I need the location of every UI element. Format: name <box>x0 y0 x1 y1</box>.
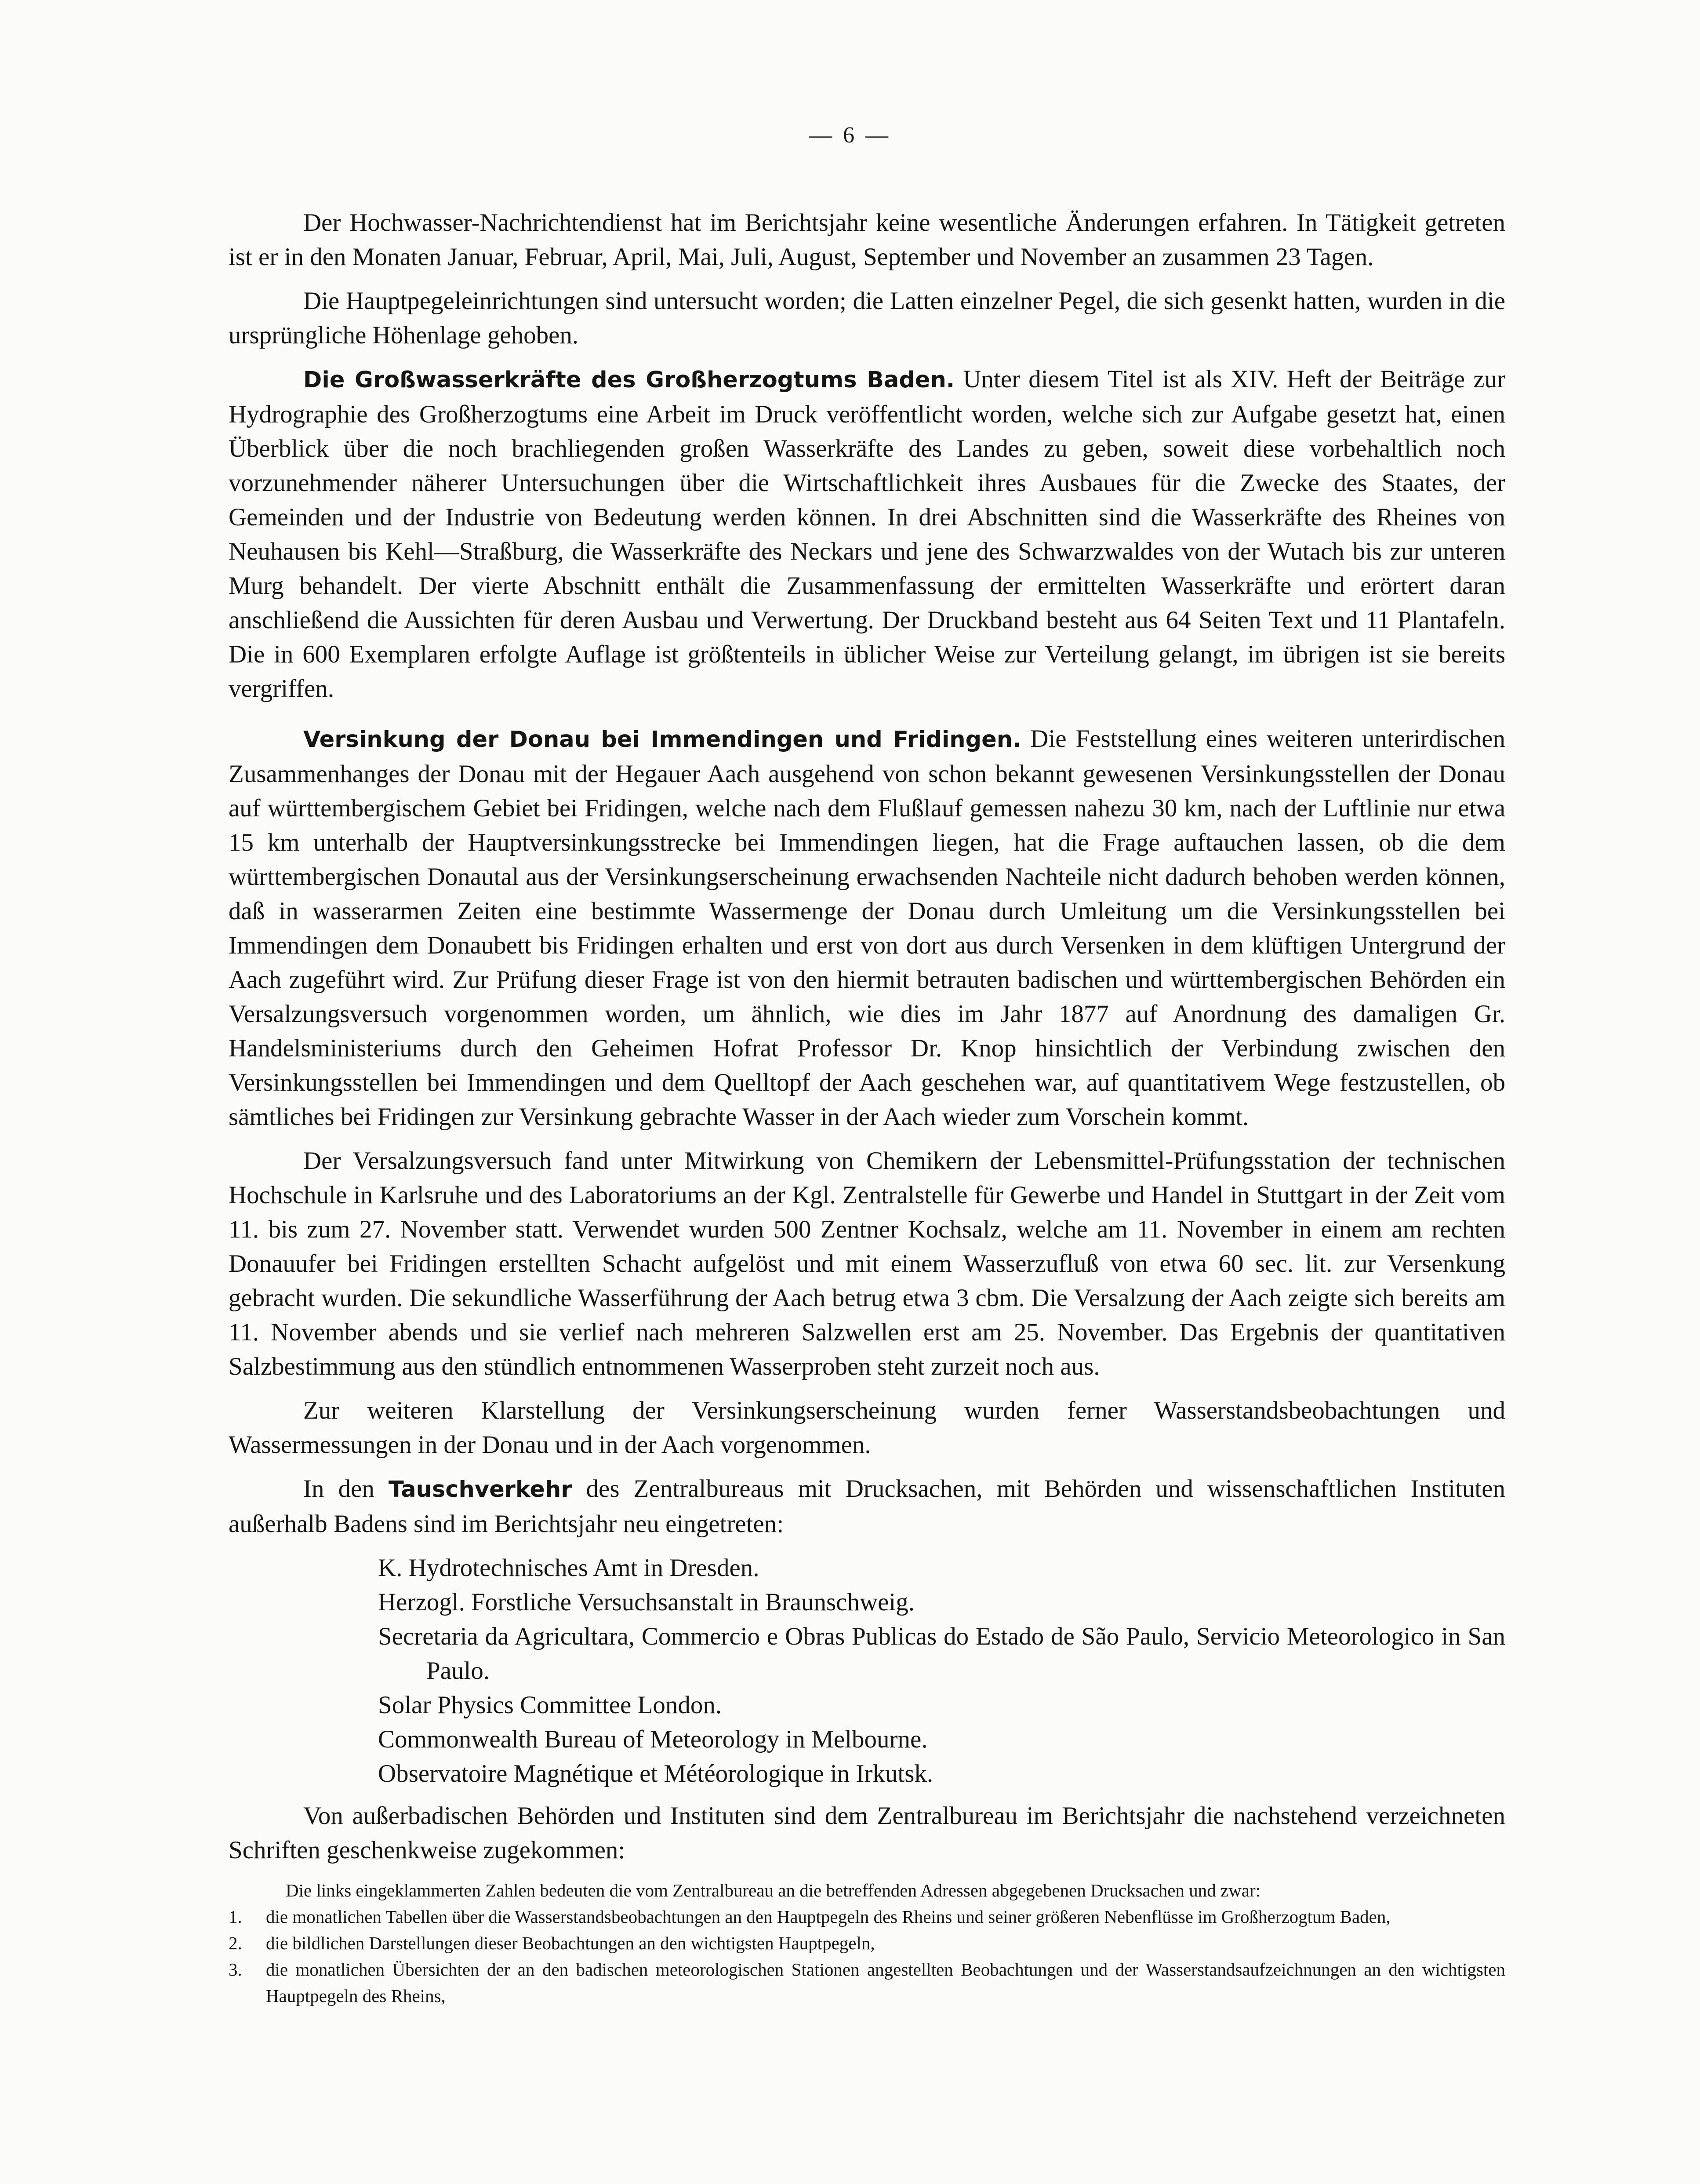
paragraph-donations: Von außerbadischen Behörden und Instituten sind dem Zentralbureau im Berichtsjahr die nachstehend verzeichneten Schriften geschenkweise zugekommen: <box>229 1802 1505 1864</box>
exchange-prefix: In den <box>303 1475 389 1503</box>
paragraph-measurements: Zur weiteren Klarstellung der Versinkungserscheinung wurden ferner Wasserstandsbeobachtungen und Wassermessungen in der Donau und in der Aach vorgenommen. <box>229 1397 1505 1459</box>
section-text-danube: Die Feststellung eines weiteren unterirdischen Zusammenhanges der Donau mit der Hegauer Aach ausgehend von schon bekannt gewesenen Versinkungsstellen der Donau auf württembergischem Gebiet bei Fridingen, welche nach dem Flußlauf gemessen nahezu 30 km, nach der Luftlinie nur etwa 15 km unterhalb der Hauptversinkungsstrecke bei Immendingen liegen, hat die Frage auftauchen lassen, ob die dem württembergischen Donautal aus der Versinkungserscheinung erwachsenden Nachteile nicht dadurch behoben werden können, daß in wasserarmen Zeiten eine bestimmte Wassermenge der Donau durch Umleitung um die Versinkungsstellen bei Immendingen dem Donaubett bis Fridingen erhalten und erst von dort aus durch Versenken in dem klüftigen Untergrund der Aach zugeführt wird. Zur Prüfung dieser Frage ist von den hiermit betrauten badischen und württembergischen Behörden ein Versalzungsversuch vorgenommen worden, um ähnlich, wie dies im Jahr 1877 auf Anordnung des damaligen Gr. Handelsministeriums durch den Geheimen Hofrat Professor Dr. Knop hinsichtlich der Verbindung zwischen den Versinkungsstellen bei Immendingen und dem Quelltopf der Aach geschehen war, auf quantitativem Wege festzustellen, ob sämtliches bei Fridingen zur Versinkung gebrachte Wasser in der Aach wieder zum Vorschein kommt. <box>229 725 1505 1131</box>
exchange-heading: Tauschverkehr <box>389 1477 572 1503</box>
page-body <box>229 206 1505 2009</box>
footnote-number: 3. <box>229 1959 242 1980</box>
footnote-text: die monatlichen Tabellen über die Wasserstandsbeobachtungen an den Hauptpegeln des Rheins und seiner größeren Nebenflüsse im Großherzogtum Baden, <box>266 1907 1391 1927</box>
paragraph-gauges: Die Hauptpegeleinrichtungen sind untersucht worden; die Latten einzelner Pegel, die sich gesenkt hatten, wurden in die ursprüngliche Höhenlage gehoben. <box>229 287 1505 349</box>
page-number: — 6 — <box>809 123 891 148</box>
paragraph-danube-sinking <box>229 722 1505 1134</box>
footnote-number: 2. <box>229 1933 242 1953</box>
footnote-block <box>229 1877 1505 2009</box>
list-item: Solar Physics Committee London. <box>378 1691 722 1719</box>
list-item: Commonwealth Bureau of Meteorology in Melbourne. <box>378 1725 928 1753</box>
footnote-intro: Die links eingeklammerten Zahlen bedeuten die vom Zentralbureau an die betreffenden Adressen abgegebenen Drucksachen und zwar: <box>286 1880 1261 1900</box>
list-item <box>229 1930 1505 1956</box>
footnote-text: die bildlichen Darstellungen dieser Beobachtungen an den wichtigsten Hauptpegeln, <box>266 1933 875 1953</box>
list-item: Observatoire Magnétique et Météorologique in Irkutsk. <box>378 1760 934 1787</box>
section-heading-water-power: Die Großwasserkräfte des Großherzogtums Baden. <box>303 367 955 393</box>
paragraph-flood-warning: Der Hochwasser-Nachrichtendienst hat im Berichtsjahr keine wesentliche Änderungen erfahren. In Tätigkeit getreten ist er in den Monaten Januar, Februar, April, Mai, Juli, August, September und November an zusammen 23 Tagen. <box>229 209 1505 271</box>
footnote-number: 1. <box>229 1907 242 1927</box>
section-text-water-power: Unter diesem Titel ist als XIV. Heft der Beiträge zur Hydrographie des Großherzogtums eine Arbeit im Druck veröffentlicht worden, welche sich zur Aufgabe gesetzt hat, einen Überblick über die noch brachliegenden großen Wasserkräfte des Landes zu geben, soweit diese vorbehaltlich noch vorzunehmender näherer Untersuchungen über die Wirtschaftlichkeit ihres Ausbaues für die Zwecke des Staates, der Gemeinden und der Industrie von Bedeutung werden können. In drei Abschnitten sind die Wasserkräfte des Rheines von Neuhausen bis Kehl—Straßburg, die Wasserkräfte des Neckars und jene des Schwarzwaldes von der Wutach bis zur unteren Murg behandelt. Der vierte Abschnitt enthält die Zusammenfassung der ermittelten Wasserkräfte und erörtert daran anschließend die Aussichten für deren Ausbau und Verwertung. Der Druckband besteht aus 64 Seiten Text und 11 Plantafeln. Die in 600 Exemplaren erfolgte Auflage ist größtenteils in üblicher Weise zur Verteilung gelangt, im übrigen ist sie bereits vergriffen. <box>229 365 1505 703</box>
list-item <box>229 1904 1505 1930</box>
paragraph-salting-experiment: Der Versalzungsversuch fand unter Mitwirkung von Chemikern der Lebensmittel-Prüfungsstation der technischen Hochschule in Karlsruhe und des Laboratoriums an der Kgl. Zentralstelle für Gewerbe und Handel in Stuttgart in der Zeit vom 11. bis zum 27. November statt. Verwendet wurden 500 Zentner Kochsalz, welche am 11. November in einem am rechten Donauufer bei Fridingen erstellten Schacht aufgelöst und mit einem Wasserzufluß von etwa 60 sec. lit. zur Versenkung gebracht wurden. Die sekundliche Wasserführung der Aach betrug etwa 3 cbm. Die Versalzung der Aach zeigte sich bereits am 11. November abends und sie verlief nach mehreren Salzwellen erst am 25. November. Das Ergebnis der quantitativen Salzbestimmung aus den stündlich entnommenen Wasserproben steht zurzeit noch aus. <box>229 1147 1505 1380</box>
institution-list <box>378 1551 1505 1791</box>
exchange-text: des Zentralbureaus mit Drucksachen, mit Behörden und wissenschaftlichen Instituten außerhalb Badens sind im Berichtsjahr neu eingetreten: <box>229 1475 1505 1538</box>
footnote-text: die monatlichen Übersichten der an den badischen meteorologischen Stationen angestellten Beobachtungen und der Wasserstandsaufzeichnungen an den wichtigsten Hauptpegeln des Rheins, <box>266 1959 1505 2006</box>
list-item: Herzogl. Forstliche Versuchsanstalt in Braunschweig. <box>378 1588 915 1616</box>
footnote-list <box>229 1904 1505 2009</box>
section-heading-danube: Versinkung der Donau bei Immendingen und Fridingen. <box>303 727 1021 753</box>
list-item: Secretaria da Agricultara, Commercio e Obras Publicas do Estado de São Paulo, Servicio Meteorologico in San Paulo. <box>378 1623 1505 1685</box>
paragraph-water-power <box>229 362 1505 706</box>
paragraph-exchange <box>229 1472 1505 1541</box>
list-item <box>229 1956 1505 2009</box>
list-item: K. Hydrotechnisches Amt in Dresden. <box>378 1554 759 1582</box>
